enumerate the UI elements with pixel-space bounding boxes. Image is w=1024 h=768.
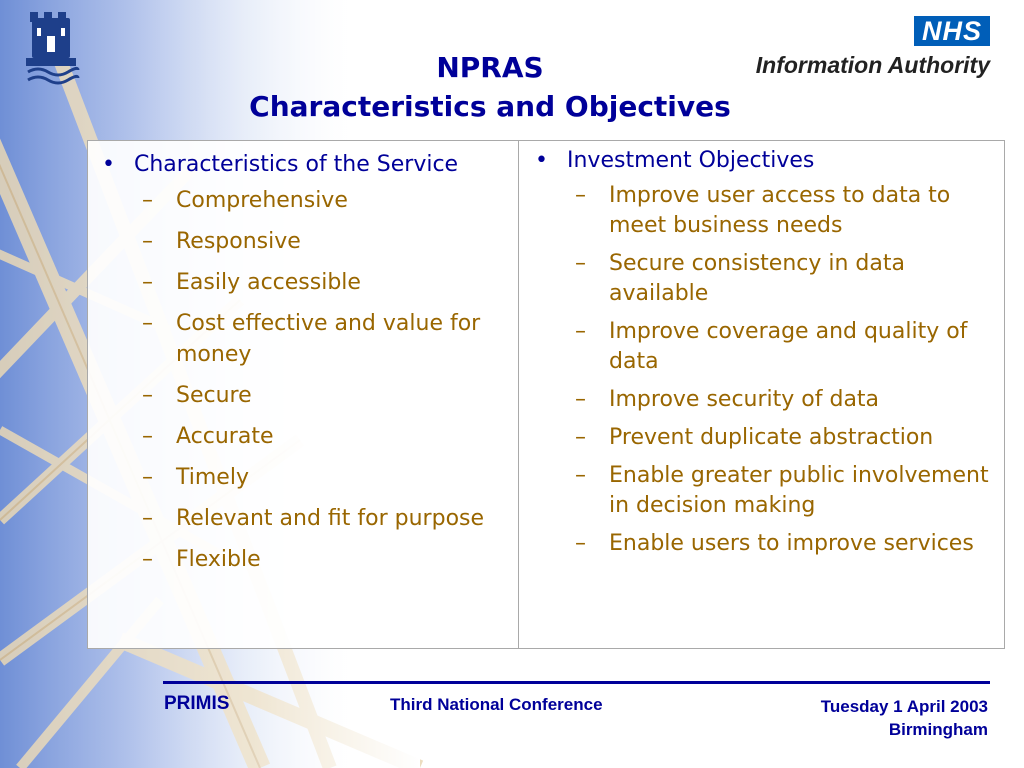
dash-icon: –	[575, 425, 586, 450]
dash-icon: –	[575, 319, 586, 344]
characteristics-heading-text: Characteristics of the Service	[134, 152, 459, 177]
bullet-icon: •	[102, 152, 115, 177]
dash-icon: –	[575, 387, 586, 412]
title-line-1: NPRAS	[436, 51, 544, 84]
list-item: – Prevent duplicate abstraction	[575, 423, 1004, 453]
characteristics-heading	[100, 151, 518, 179]
footer-location: Birmingham	[888, 720, 988, 739]
nhs-badge: NHS	[914, 16, 990, 46]
footer-organisation: PRIMIS	[164, 693, 230, 714]
content-table	[87, 140, 1005, 649]
footer-event: Third National Conference	[390, 695, 603, 714]
objectives-list	[533, 181, 1004, 559]
dash-icon: –	[142, 383, 153, 408]
list-item: – Responsive	[142, 226, 518, 257]
list-item: – Relevant and fit for purpose	[142, 503, 518, 534]
list-item: – Timely	[142, 462, 518, 493]
list-item: – Improve security of data	[575, 385, 1004, 415]
nhs-subtitle: Information Authority	[755, 52, 990, 78]
title-line-2: Characteristics and Objectives	[249, 90, 731, 123]
dash-icon: –	[142, 311, 153, 336]
dash-icon: –	[142, 229, 153, 254]
footer-date: Tuesday 1 April 2003	[820, 697, 988, 716]
dash-icon: –	[575, 251, 586, 276]
objectives-column	[519, 141, 1004, 648]
dash-icon: –	[142, 465, 153, 490]
list-item: – Comprehensive	[142, 185, 518, 216]
slide-title	[140, 48, 840, 126]
bullet-icon: •	[535, 148, 548, 173]
dash-icon: –	[142, 188, 153, 213]
list-item: – Cost effective and value for money	[142, 308, 518, 370]
list-item: – Secure	[142, 380, 518, 411]
list-item: – Accurate	[142, 421, 518, 452]
list-item: – Enable greater public involvement in decision making	[575, 461, 1004, 521]
list-item: – Improve coverage and quality of data	[575, 317, 1004, 377]
university-castle-logo	[22, 10, 80, 88]
dash-icon: –	[142, 424, 153, 449]
dash-icon: –	[575, 531, 586, 556]
list-item: – Improve user access to data to meet business needs	[575, 181, 1004, 241]
dash-icon: –	[142, 547, 153, 572]
dash-icon: –	[575, 463, 586, 488]
footer-date-location	[821, 695, 988, 741]
dash-icon: –	[142, 270, 153, 295]
list-item: – Secure consistency in data available	[575, 249, 1004, 309]
characteristics-column	[88, 141, 519, 648]
dash-icon: –	[575, 183, 586, 208]
list-item: – Flexible	[142, 544, 518, 575]
footer-divider	[163, 681, 990, 684]
list-item: – Enable users to improve services	[575, 529, 1004, 559]
list-item: – Easily accessible	[142, 267, 518, 298]
dash-icon: –	[142, 506, 153, 531]
objectives-heading	[533, 147, 1004, 175]
characteristics-list	[100, 185, 518, 575]
objectives-heading-text: Investment Objectives	[567, 148, 815, 173]
